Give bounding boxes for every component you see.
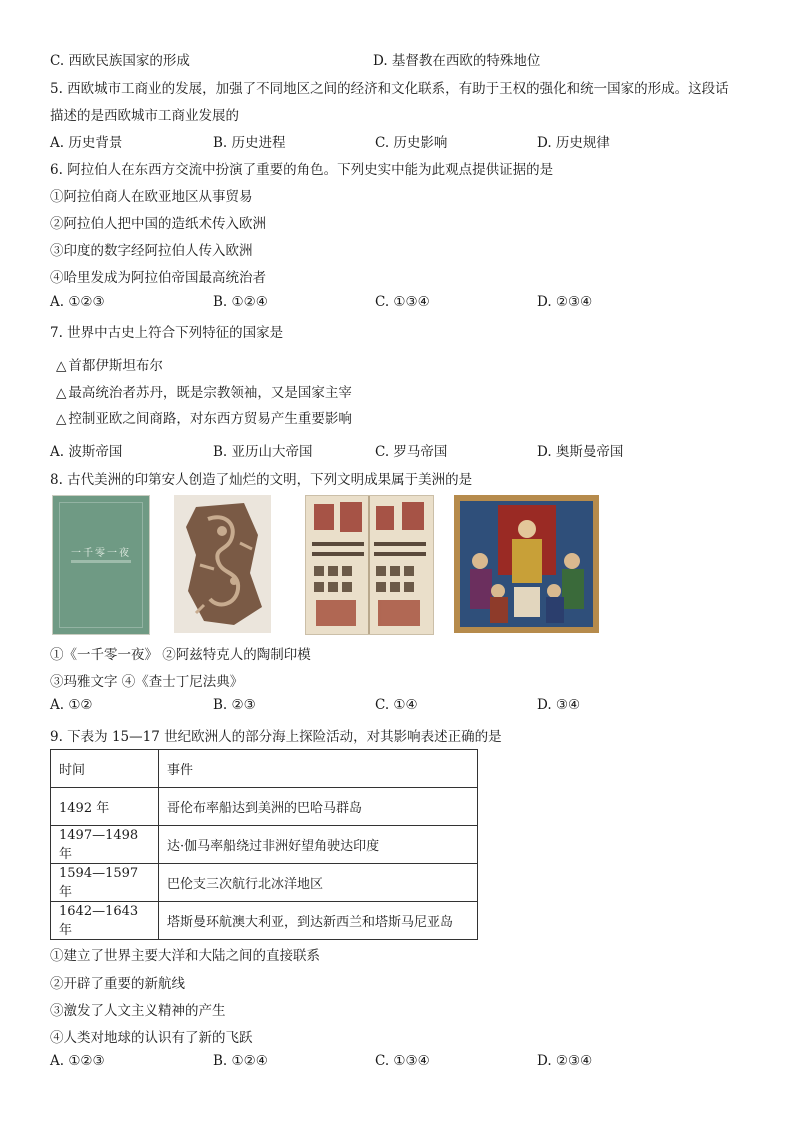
table-row bbox=[51, 826, 478, 864]
q9-item-4: ④人类对地球的认识有了新的飞跃 bbox=[50, 1030, 253, 1046]
table-cell-event: 达·伽马率船绕过非洲好望角驶达印度 bbox=[159, 826, 478, 864]
q6-option-d: D. ②③④ bbox=[537, 294, 593, 310]
q8-option-b: B. ②③ bbox=[213, 697, 256, 713]
q6-item-1: ①阿拉伯商人在欧亚地区从事贸易 bbox=[50, 189, 253, 205]
table-cell-time: 1492 年 bbox=[51, 788, 159, 826]
table-header-row bbox=[51, 750, 478, 788]
q9-item-2: ②开辟了重要的新航线 bbox=[50, 976, 185, 992]
maya-codex-image bbox=[305, 495, 434, 635]
q7-trait-1: △ 首都伊斯坦布尔 bbox=[56, 358, 163, 374]
justinian-code-image bbox=[454, 495, 599, 633]
q6-item-3: ③印度的数字经阿拉伯人传入欧洲 bbox=[50, 243, 253, 259]
q9-item-3: ③激发了人文主义精神的产生 bbox=[50, 1003, 226, 1019]
q7-trait-3: △ 控制亚欧之间商路，对东西方贸易产生重要影响 bbox=[56, 411, 352, 427]
q8-caption-1: ①《一千零一夜》 ②阿兹特克人的陶制印模 bbox=[50, 647, 311, 663]
table-cell-time: 1497—1498 年 bbox=[51, 826, 159, 864]
triangle-bullet-icon: △ bbox=[56, 385, 67, 401]
q9-option-c: C. ①③④ bbox=[375, 1053, 430, 1069]
q5-stem-line1: 5. 西欧城市工商业的发展，加强了不同地区之间的经济和文化联系，有助于王权的强化和统一国家的形成。这段话 bbox=[50, 81, 729, 97]
q7-trait-2: △ 最高统治者苏丹，既是宗教领袖，又是国家主宰 bbox=[56, 385, 352, 401]
aztec-stamp-image bbox=[174, 495, 271, 633]
q4-option-d: D. 基督教在西欧的特殊地位 bbox=[373, 53, 541, 69]
q9-item-1: ①建立了世界主要大洋和大陆之间的直接联系 bbox=[50, 948, 320, 964]
q9-option-a: A. ①②③ bbox=[50, 1053, 105, 1069]
table-row bbox=[51, 902, 478, 940]
q8-option-c: C. ①④ bbox=[375, 697, 418, 713]
table-cell-time: 1642—1643 年 bbox=[51, 902, 159, 940]
book-cover-image bbox=[52, 495, 150, 635]
triangle-bullet-icon: △ bbox=[56, 358, 67, 374]
table-header-time: 时间 bbox=[51, 750, 159, 788]
book-cover-title: 一千零一夜 bbox=[71, 548, 131, 559]
table-cell-time: 1594—1597 年 bbox=[51, 864, 159, 902]
q9-option-b: B. ①②④ bbox=[213, 1053, 268, 1069]
q5-option-d: D. 历史规律 bbox=[537, 135, 610, 151]
q7-stem: 7. 世界中古史上符合下列特征的国家是 bbox=[50, 325, 284, 341]
q4-option-c: C. 西欧民族国家的形成 bbox=[50, 53, 190, 69]
q9-option-d: D. ②③④ bbox=[537, 1053, 593, 1069]
q7-option-d: D. 奥斯曼帝国 bbox=[537, 444, 624, 460]
q8-option-d: D. ③④ bbox=[537, 697, 581, 713]
q6-option-c: C. ①③④ bbox=[375, 294, 430, 310]
triangle-bullet-icon: △ bbox=[56, 411, 67, 427]
table-cell-event: 巴伦支三次航行北冰洋地区 bbox=[159, 864, 478, 902]
q6-option-a: A. ①②③ bbox=[50, 294, 105, 310]
table-header-event: 事件 bbox=[159, 750, 478, 788]
q7-option-b: B. 亚历山大帝国 bbox=[213, 444, 313, 460]
q8-option-a: A. ①② bbox=[50, 697, 93, 713]
exploration-table bbox=[50, 749, 478, 940]
q6-stem: 6. 阿拉伯人在东西方交流中扮演了重要的角色。下列史实中能为此观点提供证据的是 bbox=[50, 162, 554, 178]
q5-stem-line2: 描述的是西欧城市工商业发展的 bbox=[50, 108, 239, 124]
q6-option-b: B. ①②④ bbox=[213, 294, 268, 310]
q7-option-c: C. 罗马帝国 bbox=[375, 444, 448, 460]
table-cell-event: 哥伦布率船达到美洲的巴哈马群岛 bbox=[159, 788, 478, 826]
table-row bbox=[51, 788, 478, 826]
q6-item-4: ④哈里发成为阿拉伯帝国最高统治者 bbox=[50, 270, 266, 286]
table-row bbox=[51, 864, 478, 902]
q7-option-a: A. 波斯帝国 bbox=[50, 444, 123, 460]
table-cell-event: 塔斯曼环航澳大利亚，到达新西兰和塔斯马尼亚岛 bbox=[159, 902, 478, 940]
q9-stem: 9. 下表为 15—17 世纪欧洲人的部分海上探险活动，对其影响表述正确的是 bbox=[50, 729, 502, 745]
q5-option-c: C. 历史影响 bbox=[375, 135, 448, 151]
q5-option-a: A. 历史背景 bbox=[50, 135, 123, 151]
q5-option-b: B. 历史进程 bbox=[213, 135, 286, 151]
q8-caption-2: ③玛雅文字 ④《查士丁尼法典》 bbox=[50, 674, 244, 690]
q8-stem: 8. 古代美洲的印第安人创造了灿烂的文明，下列文明成果属于美洲的是 bbox=[50, 472, 473, 488]
q6-item-2: ②阿拉伯人把中国的造纸术传入欧洲 bbox=[50, 216, 266, 232]
